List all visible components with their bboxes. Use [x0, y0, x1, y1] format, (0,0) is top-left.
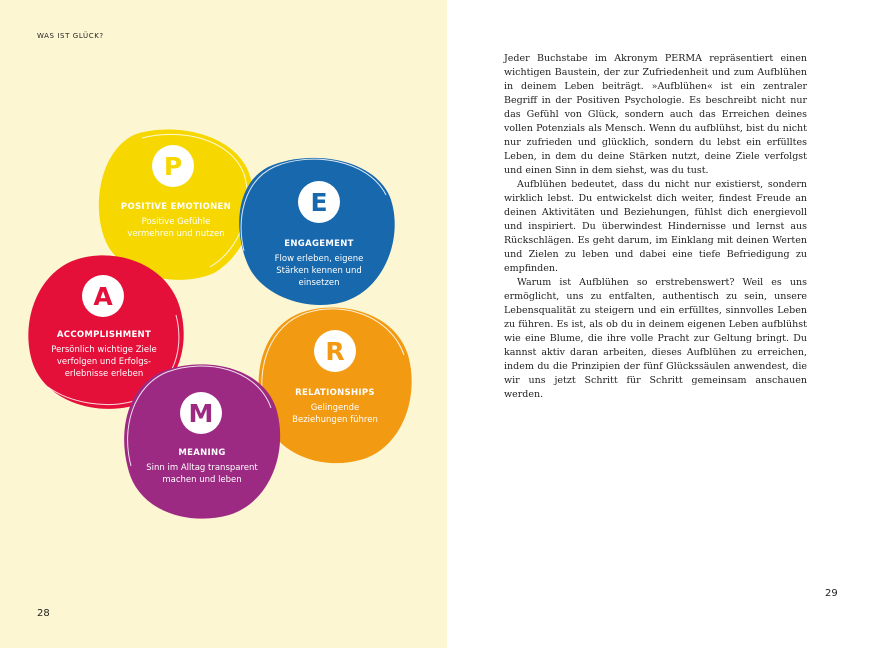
page-number-left: 28 [37, 608, 50, 619]
perma-desc-a-1: Persönlich wichtige Ziele [51, 345, 157, 355]
perma-desc-e-3: einsetzen [298, 278, 340, 288]
badge-p: P [152, 145, 194, 187]
badge-e: E [298, 181, 340, 223]
perma-desc-r-2: Beziehungen führen [292, 415, 378, 425]
perma-title-r: RELATIONSHIPS [295, 388, 375, 398]
paragraph-2: Aufblühen bedeutet, dass du nicht nur existierst, sondern wirklich lebst. Du entwickelst dich weiter, findest Freude an deinen Aktivitäten und Beziehungen, fühlst dich energievoll und inspiriert. Du überwindest Hindernisse und lernst aus Rückschlägen. Es geht darum, im Einklang mit deinen Werten und Zielen zu leben und dabei eine tiefe Befriedigung zu empfinden. [504, 179, 807, 274]
perma-desc-p-1: Positive Gefühle [141, 217, 211, 227]
left-page [0, 0, 447, 648]
body-text [504, 52, 807, 402]
perma-title-p: POSITIVE EMOTIONEN [120, 202, 232, 212]
perma-desc-e-1: Flow erleben, eigene [274, 254, 364, 264]
perma-title-m: MEANING [178, 448, 226, 458]
perma-desc-p-2: vermehren und nutzen [127, 229, 225, 239]
perma-desc-m-1: Sinn im Alltag transparent [146, 463, 258, 473]
paragraph-1: Jeder Buchstabe im Akronym PERMA repräsentiert einen wichtigen Baustein, der zur Zufriedenheit und zum Aufblühen in deinem Leben beiträgt. »Aufblühen« ist ein zentraler Begriff in der Positiven Psychologie. Es beschreibt nicht nur das Gefühl von Glück, sondern auch das Erreichen deines vollen Potenzials als Mensch. Wenn du aufblühst, bist du nicht nur zufrieden und glücklich, sondern du lebst ein erfülltes Leben, in dem du deine Stärken nutzt, deine Ziele verfolgst und einen Sinn in dem siehst, was du tust. [504, 53, 807, 176]
badge-m: M [180, 392, 222, 434]
running-head: WAS IST GLÜCK? [37, 32, 104, 40]
perma-desc-r-1: Gelingende [310, 403, 360, 413]
petal-m-shape [121, 362, 283, 520]
page-number-right: 29 [825, 588, 838, 599]
perma-desc-m-2: machen und leben [162, 475, 242, 485]
perma-title-a: ACCOMPLISHMENT [56, 330, 152, 340]
badge-r: R [314, 330, 356, 372]
perma-desc-a-2: verfolgen und Erfolgs- [56, 357, 152, 367]
perma-petal-e [238, 155, 396, 305]
perma-diagram [0, 0, 447, 648]
perma-petal-m [121, 362, 283, 520]
paragraph-3: Warum ist Aufblühen so erstrebenswert? Weil es uns ermöglicht, uns zu entfalten, authentisch zu sein, unsere Lebensqualität zu steigern und ein erfülltes, sinnvolles Leben zu führen. Es ist, als ob du in deinem eigenen Leben aufblühst wie eine Blume, die ihre volle Pracht zur Geltung bringt. Du kannst aktiv daran arbeiten, dieses Aufblühen zu erreichen, indem du die Prinzipien der fünf Glückssäulen anwendest, die wir uns jetzt Schritt für Schritt gemeinsam anschauen werden. [504, 277, 807, 400]
badge-a: A [82, 275, 124, 317]
perma-desc-e-2: Stärken kennen und [276, 266, 362, 276]
perma-title-e: ENGAGEMENT [284, 239, 354, 249]
perma-desc-a-3: erlebnisse erleben [64, 369, 144, 379]
